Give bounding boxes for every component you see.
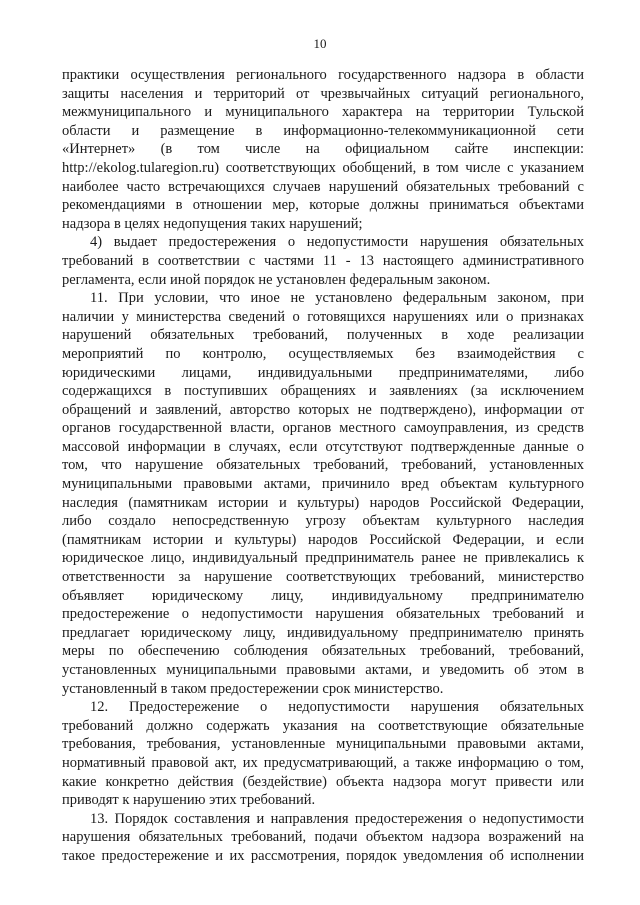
text-line: защиты населения и территорий от чрезвычайных ситуаций регионального,: [62, 85, 584, 102]
text-line: муниципальными правовыми актами, причинило вред объектам культурного: [62, 476, 584, 493]
text-line: меры по обеспечению соблюдения обязательных требований, требований,: [62, 643, 584, 660]
text-line: наследия (памятникам истории и культуры) народов Российской Федерации,: [62, 494, 584, 511]
text-line: массовой информации в случаях, если отсутствуют подтвержденные данные о: [62, 438, 584, 455]
text-line: наиболее часто встречающихся случаев нарушений обязательных требований с: [62, 178, 584, 195]
text-line: нормативный правовой акт, их предусматривающий, а также информацию о том,: [62, 754, 584, 771]
text-line: том, что нарушение обязательных требований, требований, установленных: [62, 457, 584, 474]
text-line: нарушения обязательных требований, подачи объектом надзора возражений на: [62, 829, 584, 846]
text-line: юридическое лицо, индивидуальный предприниматель ранее не привлекались к: [62, 550, 584, 567]
paragraph: [62, 698, 584, 810]
paragraph: [62, 66, 584, 233]
text-line: (памятникам истории и культуры) народов Российской Федерации, и если: [62, 531, 584, 548]
text-line: требований должно содержать указания на соответствующие обязательные: [62, 717, 584, 734]
paragraph: [62, 810, 584, 866]
text-line: приводят к нарушению этих требований.: [62, 792, 316, 809]
text-line: требования, требования, установленные муниципальными правовыми актами,: [62, 736, 584, 753]
text-line: 4) выдает предостережения о недопустимости нарушения обязательных: [90, 234, 584, 251]
text-line: наличии у министерства сведений о готовящихся нарушениях или о признаках: [62, 308, 584, 325]
text-line: либо создало непосредственную угрозу объектам культурного наследия: [62, 513, 584, 530]
document-body: [62, 66, 584, 866]
page-number: 10: [313, 36, 327, 51]
paragraph: [62, 233, 584, 289]
text-line: установленный в таком предостережении срок министерство.: [62, 680, 444, 697]
text-line: предлагает юридическому лицу, индивидуальному предпринимателю принять: [62, 624, 584, 641]
text-line: «Интернет» (в том числе на официальном сайте инспекции:: [62, 141, 584, 158]
text-line: нарушений обязательных требований, полученных в ходе реализации: [62, 327, 584, 344]
text-line: межмуниципального и муниципального характера на территории Тульской: [62, 104, 584, 121]
text-line: предостережение о недопустимости нарушения обязательных требований и: [62, 606, 584, 623]
text-line: содержащихся в поступивших обращениях и заявлениях (за исключением: [62, 383, 584, 400]
text-line: юридическими лицами, индивидуальными предпринимателями, либо: [62, 364, 584, 381]
text-line: какие конкретно действия (бездействие) объекта надзора могут привести или: [62, 773, 584, 790]
text-line: органов государственной власти, органов местного самоуправления, из средств: [62, 420, 584, 437]
text-line: надзора в целях недопущения таких нарушений;: [62, 215, 363, 232]
text-line: регламента, если иной порядок не установлен федеральным законом.: [62, 271, 491, 288]
text-line: такое предостережение и их рассмотрения, порядок уведомления об исполнении: [62, 847, 584, 864]
text-line: обращений и заявлений, авторство которых не подтверждено), информации от: [62, 401, 584, 418]
text-line: 12. Предостережение о недопустимости нарушения обязательных: [90, 699, 584, 716]
text-line: http://ekolog.tularegion.ru) соответствующих обобщений, в том числе с указанием: [62, 159, 584, 176]
text-line: 11. При условии, что иное не установлено федеральным законом, при: [90, 290, 584, 307]
text-line: установленных муниципальными правовыми актами, и уведомить об этом в: [62, 662, 584, 678]
paragraph: [62, 289, 584, 698]
text-line: области и размещение в информационно-телекоммуникационной сети: [62, 122, 584, 139]
text-line: мероприятий по контролю, осуществляемых без взаимодействия с: [62, 345, 584, 362]
text-line: объявляет юридическому лицу, индивидуальному предпринимателю: [62, 587, 584, 604]
text-line: ответственности за нарушение соответствующих требований, министерство: [62, 569, 584, 586]
text-line: рекомендациями в отношении мер, которые должны приниматься объектами: [62, 197, 584, 214]
text-line: практики осуществления регионального государственного надзора в области: [62, 67, 584, 83]
text-line: 13. Порядок составления и направления предостережения о недопустимости: [90, 810, 584, 827]
text-line: требований в соответствии с частями 11 - 13 настоящего административного: [62, 252, 584, 269]
